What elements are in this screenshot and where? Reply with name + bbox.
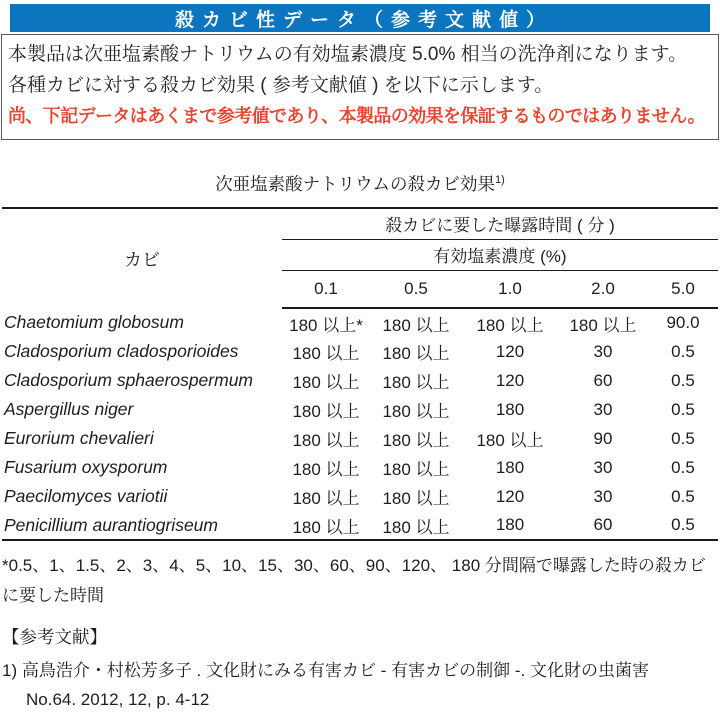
exposure-time-cell: 180 以上 (476, 315, 544, 335)
exposure-time-cell: 180 以上 (382, 344, 450, 363)
species-name-cell: Fusarium oxysporum (4, 457, 168, 477)
exposure-time-cell: 180 以上 (292, 517, 360, 537)
exposure-time-cell: 180 以上 (292, 489, 360, 508)
reference-1-line-1: 1) 高鳥浩介・村松芳多子 . 文化財にみる有害カビ - 有害カビの制御 -. 文化財の虫菌害 (2, 661, 649, 680)
reference-1-line-2: No.64. 2012, 12, p. 4-12 (26, 690, 210, 709)
exposure-time-cell: 180 以上 (292, 431, 360, 450)
species-name-cell: Cladosporium cladosporioides (4, 341, 239, 361)
exposure-time-cell: 180 以上 (382, 402, 450, 421)
exposure-time-cell: 180 以上 (292, 344, 360, 363)
exposure-time-cell: 0.5 (671, 399, 695, 419)
table-row (2, 308, 718, 337)
references-heading: 【参考文献】 (2, 627, 107, 647)
exposure-time-cell: 180 (495, 515, 525, 534)
exposure-time-cell: 120 (495, 486, 525, 506)
fungicidal-effect-table (2, 207, 718, 541)
species-name-cell: Chaetomium globosum (4, 312, 184, 332)
exposure-time-cell: 180 以上 (292, 373, 360, 392)
species-name-cell: Paecilomyces variotii (4, 486, 168, 506)
table-row (2, 366, 718, 395)
exposure-time-cell: 0.5 (671, 486, 695, 506)
exposure-time-cell: 90 (593, 428, 613, 448)
exposure-time-cell: 30 (593, 341, 613, 361)
intro-line-1: 本製品は次亜塩素酸ナトリウムの有効塩素濃度 5.0% 相当の洗浄剤になります。 (8, 44, 688, 65)
table-body (2, 308, 718, 540)
species-name-cell: Aspergillus niger (4, 399, 134, 419)
exposure-time-cell: 0.5 (671, 457, 695, 477)
exposure-time-cell: 180 以上 (292, 460, 360, 479)
concentration-value: 0.1 (282, 270, 370, 308)
exposure-time-cell: 30 (593, 457, 613, 477)
exposure-time-cell: 180 以上 (382, 373, 450, 392)
exposure-time-cell: 0.5 (671, 370, 695, 390)
table-header (2, 208, 718, 308)
column-header-chlorine-concentration: 有効塩素濃度 (%) (282, 239, 718, 270)
exposure-time-cell: 180 以上 (382, 517, 450, 537)
table-row (2, 395, 718, 424)
exposure-time-cell: 60 (593, 515, 613, 534)
exposure-time-cell: 180 以上 (382, 489, 450, 508)
table-row (2, 511, 718, 540)
document-title: 殺カビ性データ（参考文献値） (174, 9, 553, 31)
concentration-value: 2.0 (558, 270, 648, 308)
table-row (2, 337, 718, 366)
exposure-time-cell: 180 (495, 457, 525, 477)
exposure-time-cell: 30 (593, 486, 613, 506)
exposure-time-cell: 180 以上 (382, 460, 450, 479)
intro-warning-line: 尚、下記データはあくまで参考値であり、本製品の効果を保証するものではありません。 (8, 106, 706, 126)
species-name-cell: Penicillium aurantiogriseum (4, 514, 218, 535)
table-row (2, 424, 718, 453)
exposure-time-cell: 180 以上 (382, 431, 450, 450)
exposure-time-cell: 180 以上 (292, 402, 360, 421)
intro-text-box (1, 34, 719, 140)
concentration-value: 0.5 (370, 270, 462, 308)
column-header-mold: カビ (124, 249, 160, 270)
exposure-time-cell: 180 以上 (476, 431, 544, 450)
table-row (2, 453, 718, 482)
concentration-value: 5.0 (648, 270, 718, 308)
exposure-time-cell: 180 以上* (289, 315, 363, 335)
intro-line-2: 各種カビに対する殺カビ効果 ( 参考文献値 ) を以下に示します。 (8, 75, 554, 96)
species-name-cell: Eurorium chevalieri (4, 428, 154, 448)
asterisk-footnote: *0.5、1、1.5、2、3、4、5、10、15、30、60、90、120、 180 分間隔で曝露した時の殺カビに要した時間 (2, 556, 706, 605)
exposure-time-cell: 180 (495, 399, 525, 419)
reference-entry-1 (2, 656, 718, 714)
exposure-time-cell: 120 (495, 370, 525, 390)
concentration-value: 1.0 (462, 270, 558, 308)
exposure-time-cell: 0.5 (671, 428, 695, 448)
document-title-bar (10, 4, 710, 32)
exposure-time-cell: 180 以上 (382, 315, 450, 335)
exposure-time-cell: 120 (495, 341, 525, 361)
table-title-text: 次亜塩素酸ナトリウムの殺カビ効果 (215, 174, 496, 194)
exposure-time-cell: 60 (593, 370, 613, 390)
exposure-time-cell: 30 (593, 399, 613, 419)
column-header-exposure-time: 殺カビに要した曝露時間 ( 分 ) (282, 208, 718, 239)
exposure-time-cell: 0.5 (671, 341, 695, 361)
table-title-superscript: 1) (495, 174, 505, 187)
exposure-time-cell: 90.0 (666, 313, 700, 332)
species-name-cell: Cladosporium sphaerospermum (4, 370, 253, 390)
table-row (2, 482, 718, 511)
exposure-time-cell: 180 以上 (569, 315, 637, 335)
exposure-time-cell: 0.5 (671, 515, 695, 534)
table-title (0, 171, 720, 196)
